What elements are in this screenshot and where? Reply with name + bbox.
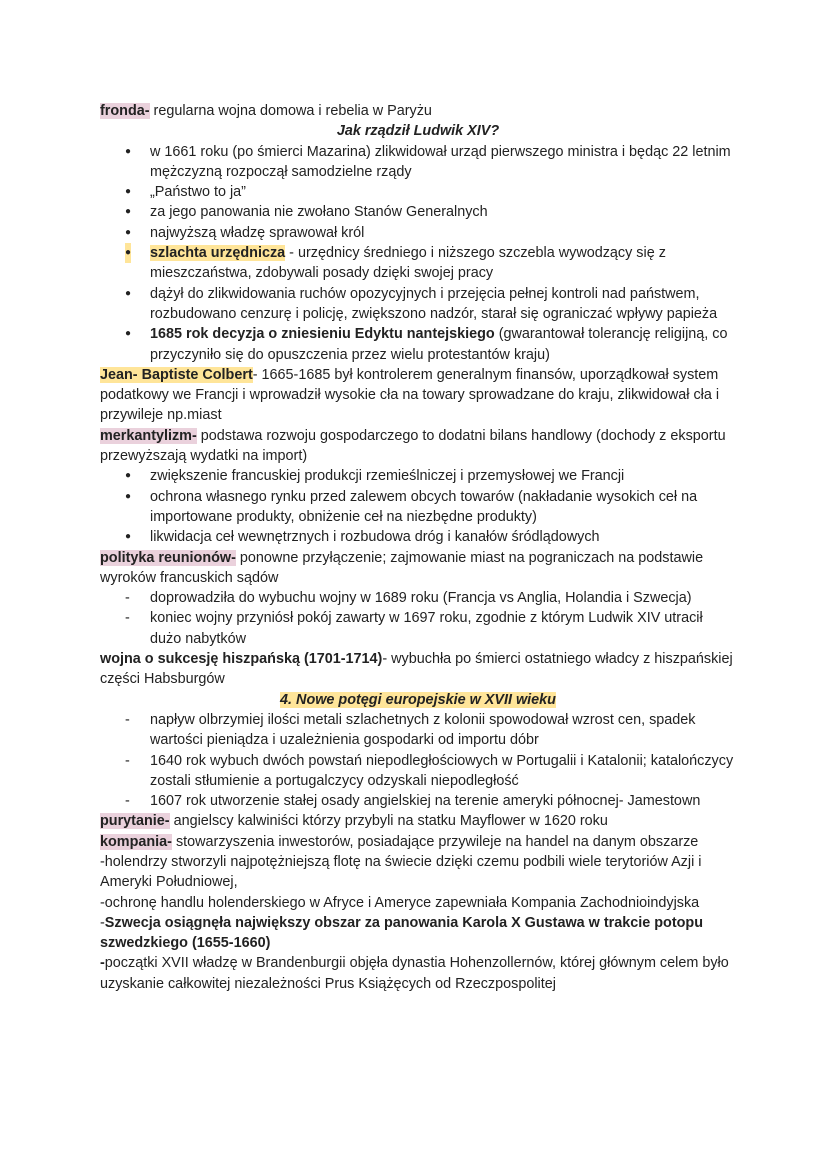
potegi-list bbox=[100, 710, 736, 811]
list-item bbox=[100, 324, 736, 365]
brandenburgia-dash: - bbox=[100, 955, 105, 972]
term-reunionow: polityka reunionów- bbox=[100, 549, 236, 566]
list-item: ● najwyższą władzę sprawował król bbox=[100, 223, 736, 243]
list-item: ● w 1661 roku (po śmierci Mazarina) zlikwidował urząd pierwszego ministra i będąc 22 letnim mężczyzną rozpoczął samodzielne rządy bbox=[100, 142, 736, 183]
purytanie-paragraph bbox=[100, 811, 736, 831]
ochrona-paragraph: -ochronę handlu holenderskiego w Afryce i Ameryce zapewniała Kompania Zachodnioindyjska bbox=[100, 894, 700, 911]
edykt-text: (gwarantował tolerancję religijną, co przyczyniło się do opuszczenia przez wielu protestantów kraju) bbox=[150, 326, 728, 363]
kompania-text: stowarzyszenia inwestorów, posiadające przywileje na handel na danym obszarze bbox=[171, 833, 699, 850]
list-item: ● za jego panowania nie zwołano Stanów Generalnych bbox=[100, 202, 736, 222]
purytanie-text: angielscy kalwiniści którzy przybyli na statku Mayflower w 1620 roku bbox=[169, 813, 608, 830]
reunionow-paragraph bbox=[100, 548, 736, 589]
term-merkantylizm: merkantylizm- bbox=[100, 427, 197, 444]
term-colbert: Jean- Baptiste Colbert bbox=[100, 366, 253, 383]
merkantylizm-list bbox=[100, 466, 736, 547]
list-item: - 1640 rok wybuch dwóch powstań niepodległościowych w Portugalii i Katalonii; katalończycy zostali stłumienie a portugalczycy odzyskali niepodległość bbox=[100, 751, 736, 792]
colbert-text: - 1665-1685 był kontrolerem generalnym finansów, uporządkował system podatkowy we Francji i wprowadził wysokie cła na towary sprowadzane do kraju, zlikwidował cła i przywileje np.miast bbox=[100, 366, 720, 424]
term-szlachta-urzednicza: szlachta urzędnicza bbox=[150, 245, 286, 262]
list-item: - napływ olbrzymiej ilości metali szlachetnych z kolonii spowodował wzrost cen, spadek wartości pieniądza i uzależnienia gospodarki od importu dóbr bbox=[100, 710, 736, 751]
szwecja-dash: - bbox=[100, 914, 105, 931]
list-item: ● dążył do zlikwidowania ruchów opozycyjnych i przejęcia pełnej kontroli nad państwem, rozbudowano cenzurę i policję, zwiększono nadzór, starał się ograniczać wpływy papieża bbox=[100, 284, 736, 325]
fronda-definition: regularna wojna domowa i rebelia w Paryżu bbox=[149, 103, 432, 119]
list-item: ● likwidacja ceł wewnętrznych i rozbudowa dróg i kanałów śródlądowych bbox=[100, 527, 736, 547]
reunionow-list bbox=[100, 588, 736, 649]
fronda-paragraph bbox=[100, 101, 736, 121]
term-fronda: fronda- bbox=[100, 103, 150, 119]
list-item: ● ochrona własnego rynku przed zalewem obcych towarów (nakładanie wysokich ceł na importowane produkty, obniżenie ceł na niezbędne produkty) bbox=[100, 487, 736, 528]
kompania-paragraph bbox=[100, 832, 736, 852]
colbert-paragraph bbox=[100, 365, 736, 426]
szlachta-definition: - urzędnicy średniego i niższego szczebla wywodzący się z mieszczaństwa, zdobywali posady dzięki swojej pracy bbox=[150, 245, 666, 282]
heading-potegi: 4. Nowe potęgi europejskie w XVII wieku bbox=[280, 691, 556, 708]
list-item: ● „Państwo to ja” bbox=[100, 182, 736, 202]
list-item: - 1607 rok utworzenie stałej osady angielskiej na terenie ameryki północnej- Jamestown bbox=[100, 791, 736, 811]
edykt-bold: 1685 rok decyzja o zniesieniu Edyktu nantejskiego bbox=[150, 326, 495, 343]
heading-potegi-wrap bbox=[100, 690, 736, 710]
list-item: - koniec wojny przyniósł pokój zawarty w 1697 roku, zgodnie z którym Ludwik XIV utracił dużo nabytków bbox=[100, 608, 736, 649]
reunionow-text: ponowne przyłączenie; zajmowanie miast na pograniczach na podstawie wyroków francuskich sądów bbox=[100, 549, 704, 586]
heading-ludwik: Jak rządził Ludwik XIV? bbox=[336, 123, 500, 140]
list-item bbox=[100, 243, 736, 284]
brandenburgia-text: początki XVII władzę w Brandenburgii objęła dynastia Hohenzollernów, której głównym celem było uzyskanie całkowitej niezależności Prus Książęcych od Rzeczpospolitej bbox=[100, 955, 729, 992]
sukcesja-text: - wybuchła po śmierci ostatniego władcy z hiszpańskiej części Habsburgów bbox=[100, 651, 733, 688]
term-purytanie: purytanie- bbox=[100, 813, 170, 830]
szwecja-bold: Szwecja osiągnęła największy obszar za panowania Karola X Gustawa w trakcie potopu szwedzkiego (1655-1660) bbox=[100, 914, 703, 952]
document-page bbox=[100, 101, 736, 994]
merkantylizm-text: podstawa rozwoju gospodarczego to dodatni bilans handlowy (dochody z eksportu przewyższają wydatki na import) bbox=[100, 427, 726, 465]
holendrzy-paragraph: -holendrzy stworzyli najpotężniejszą flotę na świecie dzięki czemu podbili wiele terytoriów Azji i Ameryki Południowej, bbox=[100, 853, 702, 891]
sukcesja-paragraph bbox=[100, 649, 736, 690]
szwecja-paragraph bbox=[100, 913, 736, 954]
brandenburgia-paragraph bbox=[100, 953, 736, 994]
term-kompania: kompania- bbox=[100, 833, 172, 850]
sukcesja-bold: wojna o sukcesję hiszpańską (1701-1714) bbox=[100, 651, 383, 668]
list-item: - doprowadziła do wybuchu wojny w 1689 roku (Francja vs Anglia, Holandia i Szwecja) bbox=[100, 588, 736, 608]
ludwik-list bbox=[100, 142, 736, 365]
merkantylizm-paragraph bbox=[100, 426, 736, 467]
list-item: ● zwiększenie francuskiej produkcji rzemieślniczej i przemysłowej we Francji bbox=[100, 466, 736, 486]
